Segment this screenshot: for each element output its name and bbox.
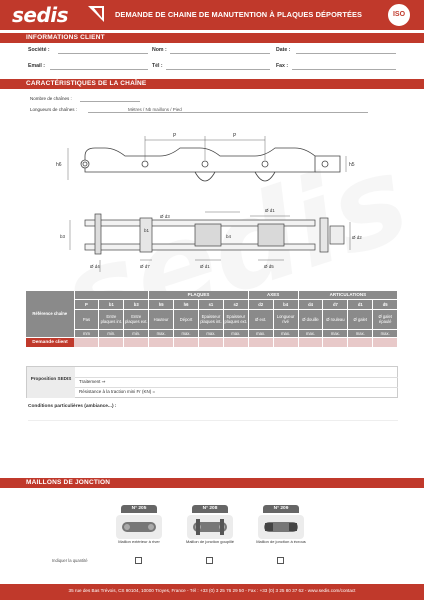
col-unit-s1: max. bbox=[198, 329, 223, 337]
dim-d1-top: Ø d1 bbox=[265, 208, 275, 213]
traitement-label: Traitement ⇒ bbox=[79, 379, 106, 384]
reference-header: Référence chaîne bbox=[26, 291, 74, 337]
dim-p-1: P bbox=[173, 133, 177, 139]
joints-section-header bbox=[0, 478, 424, 488]
chain-diagram bbox=[40, 120, 380, 290]
longueur-chaines-label: Longueurs de chaînes : bbox=[30, 107, 78, 112]
dim-h6: h6 bbox=[56, 162, 62, 168]
proposition-label-cell bbox=[27, 367, 75, 398]
joint-205-icon bbox=[114, 513, 164, 541]
dim-p-2: P bbox=[233, 133, 237, 139]
joint-208-caption: Maillon de jonction goupillé bbox=[185, 539, 235, 544]
societe-field[interactable] bbox=[58, 53, 148, 54]
demande-cell-d1[interactable] bbox=[348, 337, 373, 347]
col-desc-s2: Epaisseur plaques ext. bbox=[223, 309, 248, 329]
demande-cell-d7[interactable] bbox=[323, 337, 348, 347]
joint-209-quantity-box[interactable] bbox=[277, 557, 284, 564]
demande-cell-P[interactable] bbox=[74, 337, 99, 347]
chain-section-title: CARACTÉRISTIQUES DE LA CHAÎNE bbox=[26, 80, 147, 87]
col-unit-d7: max. bbox=[323, 329, 348, 337]
col-desc-P: Pas bbox=[74, 309, 99, 329]
col-unit-h5: max. bbox=[149, 329, 174, 337]
col-code-d7: d7 bbox=[323, 299, 348, 309]
email-label: Email : bbox=[28, 63, 46, 69]
demande-cell-s2[interactable] bbox=[223, 337, 248, 347]
demande-cell-b4[interactable] bbox=[273, 337, 298, 347]
email-field[interactable] bbox=[50, 69, 148, 70]
joint-205-badge: N° 205 bbox=[121, 505, 157, 513]
col-unit-d2: max. bbox=[248, 329, 273, 337]
dim-d3: Ø d3 bbox=[160, 214, 170, 219]
joint-209-icon bbox=[256, 513, 306, 541]
col-code-b1: b1 bbox=[99, 299, 124, 309]
characteristics-table bbox=[26, 291, 398, 347]
demande-cell-d5[interactable] bbox=[373, 337, 398, 347]
demande-cell-b1[interactable] bbox=[99, 337, 124, 347]
col-desc-d2: Ø ext. bbox=[248, 309, 273, 329]
joint-209-badge: N° 209 bbox=[263, 505, 299, 513]
dim-h5: h5 bbox=[349, 162, 355, 168]
societe-label: Société : bbox=[28, 47, 50, 53]
group-plaques: PLAQUES bbox=[149, 291, 249, 299]
fax-field[interactable] bbox=[292, 69, 396, 70]
demande-cell-d4[interactable] bbox=[298, 337, 323, 347]
dim-b1: b1 bbox=[144, 228, 150, 233]
col-unit-P: mm bbox=[74, 329, 99, 337]
col-desc-d7: Ø rouleau bbox=[323, 309, 348, 329]
dim-d2: Ø d2 bbox=[352, 235, 362, 240]
col-unit-b3: min. bbox=[124, 329, 149, 337]
col-desc-s1: Epaisseur plaques int. bbox=[198, 309, 223, 329]
col-code-b3: b3 bbox=[124, 299, 149, 309]
fax-label: Fax : bbox=[276, 63, 289, 69]
col-code-h5: h5 bbox=[149, 299, 174, 309]
longueur-hint: Mètres / Nb maillons / Pied bbox=[128, 107, 182, 112]
header-bar bbox=[0, 0, 424, 30]
col-code-b4: b4 bbox=[273, 299, 298, 309]
col-unit-h6: max. bbox=[174, 329, 199, 337]
client-section-title: INFORMATIONS CLIENT bbox=[26, 34, 105, 41]
demande-cell-s1[interactable] bbox=[198, 337, 223, 347]
sedis-logo: sedis bbox=[12, 3, 69, 27]
conditions-field[interactable] bbox=[28, 420, 398, 421]
col-code-d2: d2 bbox=[248, 299, 273, 309]
dim-d7: Ø d7 bbox=[140, 264, 150, 269]
iso-badge-icon bbox=[387, 3, 411, 27]
col-code-h6: h6 bbox=[174, 299, 199, 309]
footer-bar bbox=[0, 584, 424, 600]
col-code-s2: s2 bbox=[223, 299, 248, 309]
col-desc-d4: Ø douille bbox=[298, 309, 323, 329]
dim-b3: b3 bbox=[60, 234, 66, 239]
col-desc-d1: Ø galet bbox=[348, 309, 373, 329]
chain-section-header bbox=[0, 79, 424, 89]
dim-d1-bottom: Ø d1 bbox=[200, 264, 210, 269]
joint-205-caption: Maillon extérieur à river bbox=[118, 539, 160, 544]
joint-205-quantity-box[interactable] bbox=[135, 557, 142, 564]
col-code-d4: d4 bbox=[298, 299, 323, 309]
joint-208-icon bbox=[185, 513, 235, 541]
col-desc-d5: Ø galet épaulé bbox=[373, 309, 398, 329]
joints-section-title: MAILLONS DE JONCTION bbox=[26, 479, 111, 486]
col-code-P: P bbox=[74, 299, 99, 309]
proposition-box bbox=[26, 366, 398, 398]
dim-d5: Ø d5 bbox=[264, 264, 274, 269]
col-unit-d1: max. bbox=[348, 329, 373, 337]
proposition-label: Proposition SEDIS bbox=[30, 376, 72, 381]
demande-cell-h6[interactable] bbox=[174, 337, 199, 347]
col-desc-b1: Entre plaques int. bbox=[99, 309, 124, 329]
document-title: DEMANDE DE CHAINE DE MANUTENTION À PLAQUES DÉPORTÉES bbox=[115, 10, 363, 19]
col-unit-b1: min. bbox=[99, 329, 124, 337]
conditions-label: Conditions particulières (ambiance...) : bbox=[28, 404, 117, 409]
col-code-s1: s1 bbox=[198, 299, 223, 309]
group-articulations: ARTICULATIONS bbox=[298, 291, 398, 299]
col-desc-h6: Déport bbox=[174, 309, 199, 329]
col-desc-h5: Hauteur bbox=[149, 309, 174, 329]
col-unit-s2: max. bbox=[223, 329, 248, 337]
date-field[interactable] bbox=[296, 53, 396, 54]
longueur-chaines-field[interactable] bbox=[88, 112, 368, 113]
iso-badge-text: ISO bbox=[392, 11, 406, 18]
tel-label: Tél : bbox=[152, 63, 163, 69]
nombre-chaines-field[interactable] bbox=[80, 101, 140, 102]
footer-contact: 35 rue des Bas Trévois, CS 90104, 10000 Troyes, France - Tél : +33 (0) 3 25 76 29 50 - Fax : +33 (0) 3 25 80 37 62 - www.sedis.com/contact bbox=[68, 588, 356, 593]
col-desc-b4: Longueur rivé bbox=[273, 309, 298, 329]
col-unit-b4: max. bbox=[273, 329, 298, 337]
col-desc-b3: Entre plaques ext. bbox=[124, 309, 149, 329]
col-unit-d4: max. bbox=[298, 329, 323, 337]
nom-field[interactable] bbox=[170, 53, 270, 54]
nom-label: Nom : bbox=[152, 47, 167, 53]
client-section-header bbox=[0, 33, 424, 43]
col-code-d5: d5 bbox=[373, 299, 398, 309]
group-axes: AXES bbox=[248, 291, 298, 299]
dim-d4: Ø d4 bbox=[90, 264, 100, 269]
col-unit-d5: max. bbox=[373, 329, 398, 337]
quantity-label: Indiquer la quantité bbox=[52, 558, 88, 563]
nombre-chaines-label: Nombre de chaînes : bbox=[30, 96, 72, 101]
joint-208-badge: N° 208 bbox=[192, 505, 228, 513]
resistance-label: Résistance à la traction mini Fr (KN) = bbox=[79, 389, 156, 394]
tel-field[interactable] bbox=[166, 69, 270, 70]
demande-client-label: Demande client bbox=[26, 337, 74, 347]
dim-b4: b4 bbox=[226, 234, 232, 239]
col-code-d1: d1 bbox=[348, 299, 373, 309]
joint-209-caption: Maillon de jonction à écrous bbox=[256, 539, 306, 544]
demande-cell-h5[interactable] bbox=[149, 337, 174, 347]
joint-208-quantity-box[interactable] bbox=[206, 557, 213, 564]
demande-cell-d2[interactable] bbox=[248, 337, 273, 347]
demande-cell-b3[interactable] bbox=[124, 337, 149, 347]
date-label: Date : bbox=[276, 47, 291, 53]
